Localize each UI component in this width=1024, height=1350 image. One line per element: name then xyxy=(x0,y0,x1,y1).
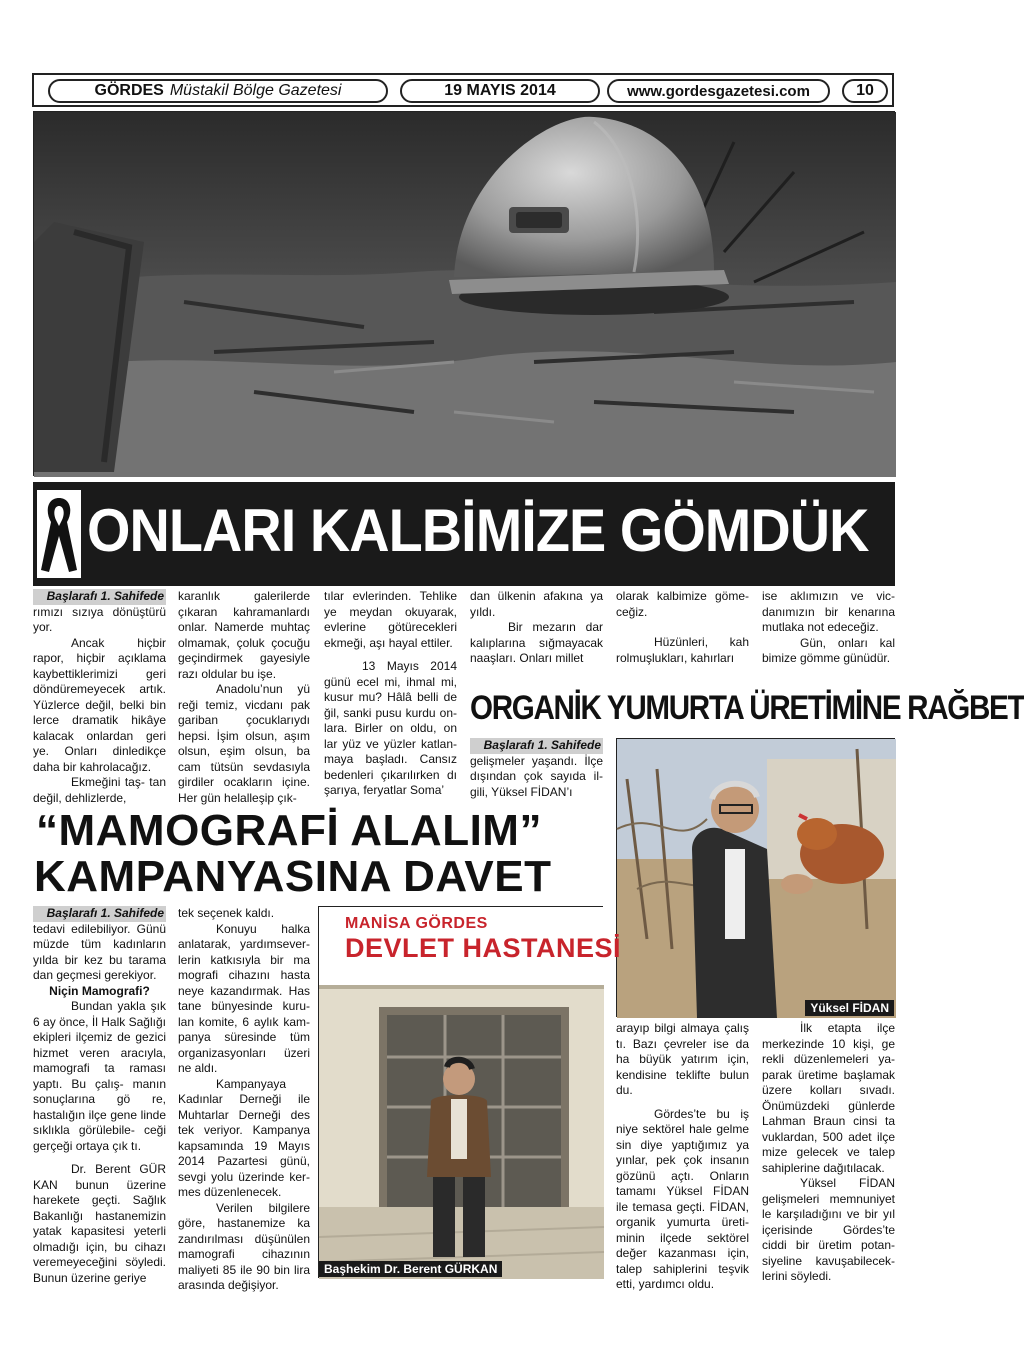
paragraph: Verilen bilgilere göre, hastanemize ka zandırılması düşünülen mamografi cihazının maliyeti 85 ile 90 bin lira arasında değişiyor. xyxy=(178,1200,310,1292)
paragraph: tek seçenek kaldı. xyxy=(178,906,275,920)
paragraph: İlk etapta ilçe merkezinde 10 kişi, ge rekli düzenlemeleri ya- parak üretime başlamak üzere kolları sıvadı. Önümüzdeki günlerde Lahman Braun cinsi ta vuklardan, 500 adet ilçe mize gelecek ve talep sahiplerine dağıtılacak. xyxy=(762,1021,895,1175)
paragraph: karanlık galerilerde çıkaran kahramanlardı onlar. Namerde muhtaç olmamak, çoluk çocuğu geçindirmek gayesiyle razı oldular bu işe. xyxy=(178,589,310,681)
mourning-ribbon-icon xyxy=(37,490,81,578)
mammo-subhead: Niçin Mamografi? xyxy=(49,983,150,998)
website-link[interactable]: www.gordesgazetesi.com xyxy=(607,79,830,103)
page-number: 10 xyxy=(842,79,888,103)
paragraph: ise aklımızın ve vic- danımızın bir kenarına mutlaka not edeceğiz. xyxy=(762,589,895,634)
paragraph: 13 Mayıs 2014 günü ecel mi, ihmal mi, kusur mu? Hâlâ belli de ğil, sanki pusu kurdu on- lara. Birler on oldu, on lar yüz ve yüzler katlan- maya başladı. Cansız bedenleri çıkarılırken dı şarıya, feryatlar Soma’ xyxy=(324,659,457,797)
main-story-col-6 xyxy=(762,589,895,665)
mammo-story-col-1 xyxy=(33,906,166,1286)
main-story-col-3 xyxy=(324,589,457,801)
paragraph: Hüzünleri, kah rolmuşlukları, kahırları xyxy=(616,635,749,665)
mammo-story-headline xyxy=(34,808,552,900)
paragraph: Ekmeğini taş- tan değil, dehlizlerde, xyxy=(33,775,166,805)
hospital-sign-line-1: MANİSA GÖRDES xyxy=(345,915,488,932)
paragraph: Kampanyaya Kadınlar Derneği ile Muhtarlar Derneği des tek veriyor. Kampanya kapsamında 19 Mayıs 2014 Pazartesi günü, sevgi yolu üzerinde ker- mes düzenlenecek. xyxy=(178,1076,310,1199)
masthead xyxy=(32,73,894,107)
main-headline-banner xyxy=(33,482,895,586)
paragraph: Bir mezarın dar kalıplarına sığmayacak naaşları. Onları millet xyxy=(470,620,603,665)
egg-story-photo xyxy=(616,738,895,1017)
egg-story-col-b xyxy=(762,1021,895,1281)
mammo-headline-line-2: KAMPANYASINA DAVET xyxy=(34,852,552,901)
paragraph: Dr. Berent GÜR KAN bunun üzerine harekete geçti. Sağlık Bakanlığı hastanemizin yatak kapasitesi yeterli olmadığı için, bu cihazı veremeyeceğini söyledi. Bunun üzerine geriye xyxy=(33,1162,166,1285)
issue-date: 19 MAYIS 2014 xyxy=(400,79,600,103)
hospital-sign-line-2: DEVLET HASTANESİ xyxy=(345,933,622,963)
hospital-photo-caption: Başhekim Dr. Berent GÜRKAN xyxy=(319,1261,502,1277)
egg-story-headline: ORGANİK YUMURTA ÜRETİMİNE RAĞBET xyxy=(470,689,1024,727)
paragraph: olarak kalbimize göme- ceğiz. xyxy=(616,589,749,619)
paragraph: Anadolu’nun yü reği temiz, vicdanı pak gariban çocuklarıydı hepsi. İşim olsun, aşım olsun, eşim olsun, ba cam tütsün sevdasıyla girdiler ocakların içine. Her gün helalleşip çık- xyxy=(178,682,310,805)
paragraph: Gün, onları kal bimize gömme günüdür. xyxy=(762,635,895,665)
paragraph: rımızı sızıya dönüştürü yor. xyxy=(33,604,166,634)
egg-story-photo-caption: Yüksel FİDAN xyxy=(805,1000,894,1016)
egg-story-intro xyxy=(470,738,603,802)
main-story-col-5 xyxy=(616,589,749,665)
egg-story-col-a xyxy=(616,1021,749,1291)
paragraph: gelişmeler yaşandı. İlçe dışından çok sayıda il- gili, Yüksel FİDAN’ı xyxy=(470,753,603,799)
paper-tagline: Müstakil Bölge Gazetesi xyxy=(169,82,342,99)
hero-photo-miner-helmet xyxy=(33,111,895,476)
paragraph: tılar evlerinden. Tehlike ye meydan okuyarak, evlerine götürecekleri ekmeği, aşı hayal ettiler. xyxy=(324,589,457,650)
main-story-col-4 xyxy=(470,589,603,665)
paragraph: Ancak hiçbir rapor, hiçbir açıklama kaybettiklerimizi geri döndüremeyecek artık. Yüzlerce değil, belki bin lerce dramatik hikâye kalacak onlardan geri ye. Onları dinledikçe daha bir kahrolacağız. xyxy=(33,635,166,774)
paper-name-pill xyxy=(48,79,388,103)
main-headline: ONLARI KALBİMİZE GÖMDÜK xyxy=(87,497,869,564)
hospital-photo xyxy=(318,906,622,1278)
main-story-col-1 xyxy=(33,589,166,805)
paragraph: arayıp bilgi almaya çalış tı. Bazı çevreler ise da ha büyük yatırım için, kendisine teklifte bulun du. xyxy=(616,1021,749,1097)
main-story-col-2 xyxy=(178,589,310,805)
farmer-with-chicken-illustration xyxy=(617,739,896,1018)
mammo-story-kicker: Başlarafı 1. Sahifede xyxy=(33,906,166,922)
mammo-headline-line-1: “MAMOGRAFİ ALALIM” xyxy=(36,806,542,855)
mammo-story-col-2 xyxy=(178,906,310,1292)
paper-name: GÖRDES xyxy=(94,82,164,99)
paragraph: Yüksel FİDAN gelişmeleri memnuniyet le karşıladığını ve bir yıl içerisinde Gördes’te ciddi bir üretim potan- siyeline kavuşabilecek- lerini söyledi. xyxy=(762,1176,895,1283)
main-story-kicker: Başlarafı 1. Sahifede xyxy=(33,589,166,605)
egg-story-kicker: Başlarafı 1. Sahifede xyxy=(470,738,603,754)
paragraph: Gördes’te bu iş niye sektörel hale gelme sin diye yaptığımız ya yınlar, pek çok insanın gözünü açtı. Onların tamamı Yüksel FİDAN ile temasa geçti. FİDAN, organik yumurta üreti- minin ilçede sektörel değer kazanması için, talep sahiplerini teşvik etti, yardımcı oldu. xyxy=(616,1106,749,1291)
paragraph: dan ülkenin afakına ya yıldı. xyxy=(470,589,603,619)
paragraph: Konuyu halka anlatarak, yardımsever- lerin katkısıyla bir ma mografi cihazını hasta neye kazandırmak. Has tane bünyesinde kuru- lan komite, 6 aylık kam- panya süresinde tüm organizasyonları üzeri ne aldı. xyxy=(178,921,310,1075)
paragraph: tedavi edilebiliyor. Günü müzde tüm kadınların yılda bir kez bu tarama dan geçmesi gerekiyor. xyxy=(33,921,166,982)
miner-helmet-illustration xyxy=(34,112,896,477)
paragraph: Bundan yakla şık 6 ay önce, İl Halk Sağlığı ekipleri ilçemiz de gezici hizmet veren aracıyla, mamografi ta raması yaptı. Bu çalış- manın sonuçlarına gö re, hastalığın ilçe gene linde sıklıkla görülebile- ceği gerçeği ortaya çık tı. xyxy=(33,999,166,1153)
